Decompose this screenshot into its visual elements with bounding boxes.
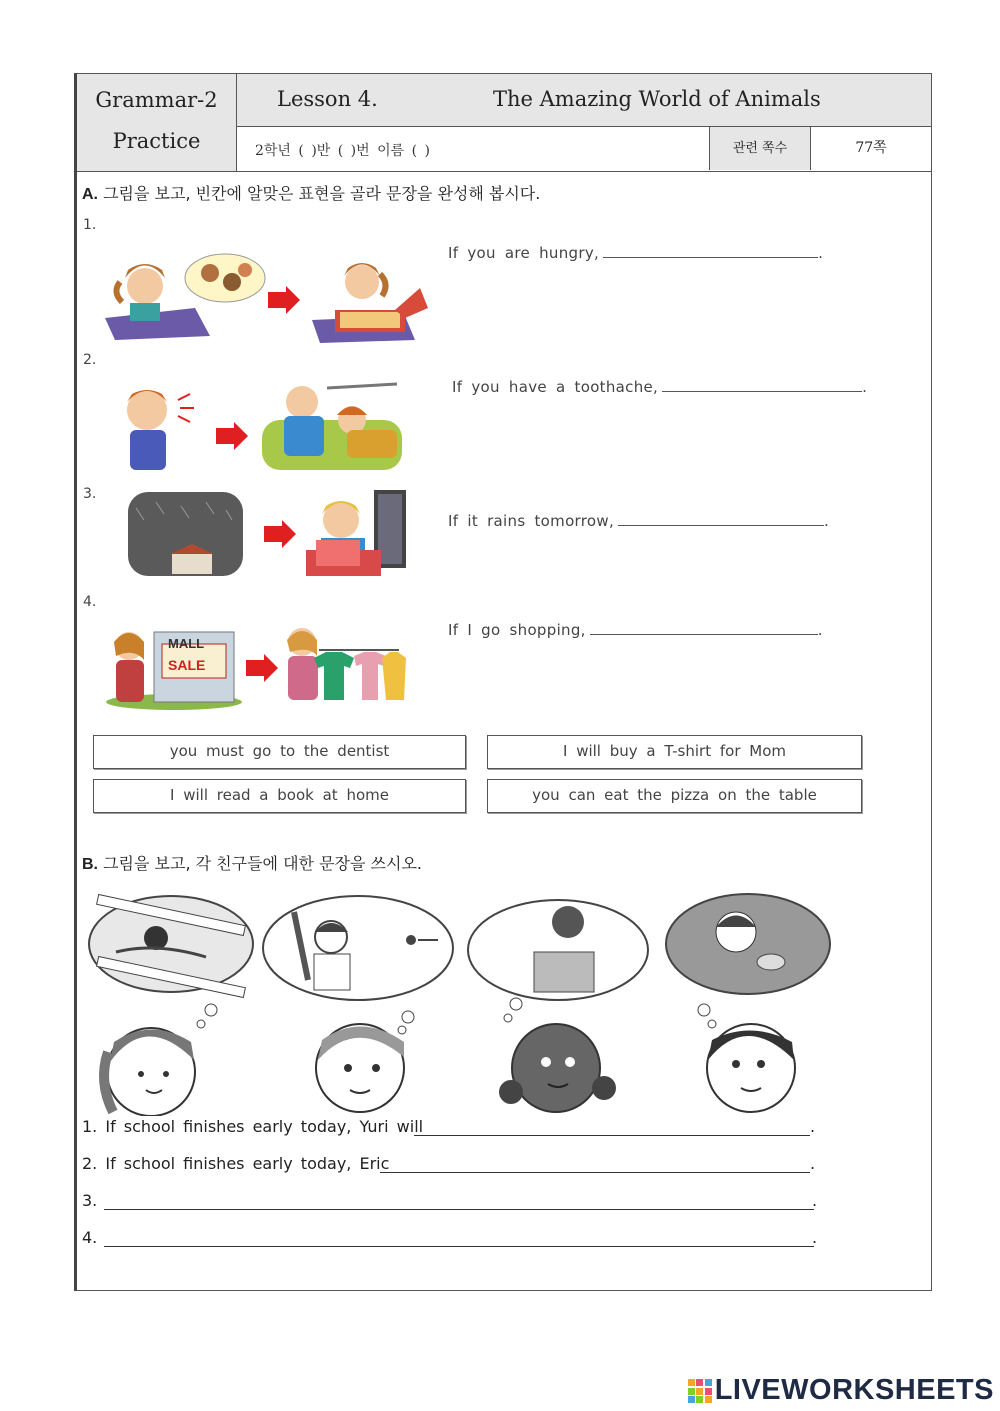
item-sentence xyxy=(448,621,823,639)
item-number: 4. xyxy=(83,594,97,610)
writing-line[interactable] xyxy=(414,1135,810,1136)
writing-line-label: 3. xyxy=(82,1191,98,1210)
answer-option[interactable]: you must go to the dentist xyxy=(93,735,466,769)
writing-line-label: 1. If school finishes early today, Yuri will xyxy=(82,1117,424,1136)
worksheet-type: Grammar-2 xyxy=(95,88,218,112)
friends-thoughts-illustration xyxy=(86,892,832,1116)
answer-blank[interactable] xyxy=(618,513,824,526)
answer-blank[interactable] xyxy=(603,245,818,258)
lesson-title-cell xyxy=(237,74,931,127)
writing-line-label: 2. If school finishes early today, Eric xyxy=(82,1154,390,1173)
line-end: . xyxy=(810,1154,816,1173)
writing-line[interactable] xyxy=(104,1209,814,1210)
writing-line-label: 4. xyxy=(82,1228,98,1247)
worksheet-subtype: Practice xyxy=(112,129,201,153)
section-a-title xyxy=(82,181,540,204)
item-number: 3. xyxy=(83,486,97,502)
toothache-dentist-illustration xyxy=(112,380,412,476)
student-info-row xyxy=(237,127,931,172)
worksheet-type-cell xyxy=(77,74,237,172)
answer-blank[interactable] xyxy=(590,622,818,635)
sentence-text: If I go shopping, xyxy=(448,621,586,639)
mall-sign-text: MALL xyxy=(168,636,205,651)
sentence-text: If you have a toothache, xyxy=(452,378,659,396)
logo-grid-icon xyxy=(688,1379,712,1403)
line-end: . xyxy=(812,1228,818,1247)
sentence-end: . xyxy=(824,512,830,530)
sentence-text: If it rains tomorrow, xyxy=(448,512,615,530)
section-b-letter: B. xyxy=(82,856,98,873)
lesson-title: The Amazing World of Animals xyxy=(493,87,821,111)
answer-option[interactable]: I will buy a T-shirt for Mom xyxy=(487,735,862,769)
sentence-end: . xyxy=(817,621,823,639)
line-end: . xyxy=(810,1117,816,1136)
item-sentence xyxy=(448,512,829,530)
sale-sign-text: SALE xyxy=(168,657,206,673)
liveworksheets-logo[interactable] xyxy=(688,1374,994,1407)
writing-line[interactable] xyxy=(380,1172,810,1173)
line-end: . xyxy=(812,1191,818,1210)
mall-shopping-illustration xyxy=(104,620,409,710)
item-number: 1. xyxy=(83,217,97,233)
section-b-title xyxy=(82,851,422,874)
sentence-end: . xyxy=(818,244,824,262)
section-a-instruction: 그림을 보고, 빈칸에 알맞은 표현을 골라 문장을 완성해 봅시다. xyxy=(103,184,541,203)
answer-blank[interactable] xyxy=(662,379,862,392)
sentence-text: If you are hungry, xyxy=(448,244,600,262)
lesson-number: Lesson 4. xyxy=(277,87,378,111)
answer-option[interactable]: you can eat the pizza on the table xyxy=(487,779,862,813)
logo-text: LIVEWORKSHEETS xyxy=(714,1374,994,1406)
page-reference-value: 77쪽 xyxy=(855,140,887,156)
section-b-instruction: 그림을 보고, 각 친구들에 대한 문장을 쓰시오. xyxy=(103,854,422,873)
writing-line[interactable] xyxy=(104,1246,814,1247)
page-reference-label: 관련 쪽수 xyxy=(709,127,811,170)
item-sentence xyxy=(448,244,823,262)
rain-reading-illustration xyxy=(126,488,411,580)
answer-option[interactable]: I will read a book at home xyxy=(93,779,466,813)
item-number: 2. xyxy=(83,352,97,368)
student-info-fields[interactable]: 2학년 ( )반 ( )번 이름 ( ) xyxy=(255,143,430,159)
sentence-end: . xyxy=(862,378,868,396)
item-sentence xyxy=(452,378,867,396)
hungry-girl-pizza-illustration xyxy=(100,248,430,344)
section-a-letter: A. xyxy=(82,186,98,203)
